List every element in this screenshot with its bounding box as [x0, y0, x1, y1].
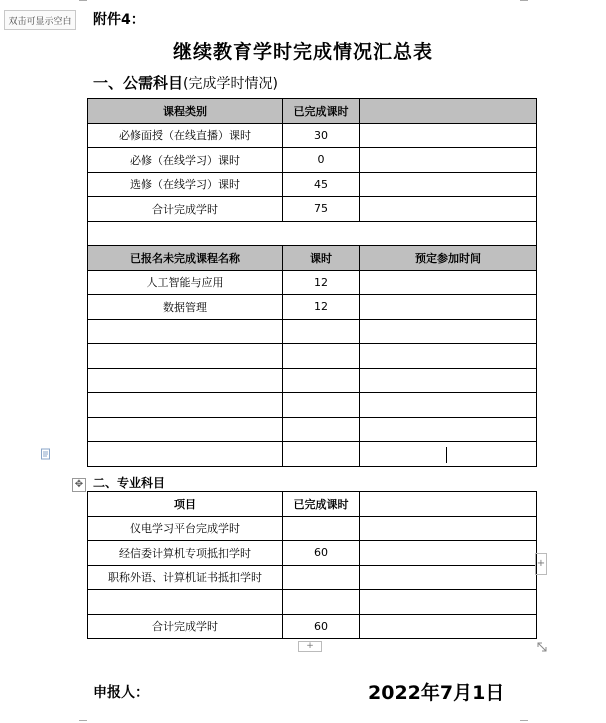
table-cell[interactable] — [360, 614, 537, 639]
table-row — [88, 344, 537, 369]
section1-heading-text: 一、公需科目 — [93, 74, 184, 92]
table-cell[interactable] — [283, 442, 360, 467]
table-cell[interactable]: 仪电学习平台完成学时 — [88, 516, 283, 541]
table-cell[interactable] — [283, 417, 360, 442]
table-cell[interactable]: 选修（在线学习）课时 — [88, 172, 283, 197]
table-cell[interactable] — [283, 516, 360, 541]
table-cell[interactable] — [360, 368, 537, 393]
applicant-label: 申报人： — [93, 685, 149, 701]
table-cell[interactable] — [360, 319, 537, 344]
table-row — [88, 295, 537, 320]
table-header-cell[interactable]: 已报名未完成课程名称 — [88, 246, 283, 271]
table-row — [88, 393, 537, 418]
table-header-row — [88, 492, 537, 517]
table-row — [88, 516, 537, 541]
table-cell[interactable] — [88, 442, 283, 467]
table-cell[interactable]: 经信委计算机专项抵扣学时 — [88, 541, 283, 566]
table-cell[interactable]: 60 — [283, 614, 360, 639]
page-corner-mark — [79, 0, 87, 1]
table-header-row — [88, 99, 537, 124]
table-cell[interactable] — [360, 148, 537, 173]
table-cell[interactable] — [283, 319, 360, 344]
table-row — [88, 270, 537, 295]
section1-heading — [93, 72, 278, 93]
add-row-button[interactable]: + — [298, 641, 322, 652]
table-header-cell[interactable]: 已完成课时 — [283, 99, 360, 124]
table-cell[interactable] — [88, 344, 283, 369]
table-cell[interactable] — [360, 197, 537, 222]
table-cell[interactable] — [360, 270, 537, 295]
table-resize-icon[interactable] — [536, 641, 548, 653]
table-cell[interactable] — [360, 590, 537, 615]
table-header-cell[interactable]: 课程类别 — [88, 99, 283, 124]
table-cell[interactable] — [88, 417, 283, 442]
table-cell[interactable]: 12 — [283, 270, 360, 295]
table-cell[interactable] — [88, 590, 283, 615]
signature-date: 2022年7月1日 — [368, 682, 505, 704]
table-spacer-row — [88, 221, 537, 246]
table-cell[interactable]: 合计完成学时 — [88, 614, 283, 639]
table-row — [88, 197, 537, 222]
table-cell[interactable]: 人工智能与应用 — [88, 270, 283, 295]
table-cell[interactable] — [360, 417, 537, 442]
table-cell[interactable] — [360, 344, 537, 369]
section2-heading: 二、专业科目 — [93, 476, 166, 490]
table-cell[interactable]: 30 — [283, 123, 360, 148]
table-row — [88, 319, 537, 344]
table-cell[interactable]: 数据管理 — [88, 295, 283, 320]
table-row — [88, 148, 537, 173]
table-row — [88, 442, 537, 467]
table-cell[interactable] — [360, 172, 537, 197]
table-row — [88, 541, 537, 566]
table-cell[interactable] — [283, 590, 360, 615]
professional-courses-table — [87, 491, 537, 639]
table-cell[interactable] — [88, 393, 283, 418]
table-cell[interactable] — [360, 123, 537, 148]
table-row — [88, 614, 537, 639]
text-cursor — [446, 447, 447, 463]
table-cell[interactable]: 45 — [283, 172, 360, 197]
table-cell[interactable] — [88, 319, 283, 344]
document-title: 继续教育学时完成情况汇总表 — [172, 41, 433, 63]
table-cell[interactable] — [360, 393, 537, 418]
public-courses-table — [87, 98, 537, 467]
page-corner-mark — [520, 0, 528, 1]
show-whitespace-button[interactable]: 双击可显示空白 — [4, 10, 76, 30]
page-corner-mark — [79, 720, 87, 721]
table-cell[interactable] — [283, 368, 360, 393]
page-corner-mark — [520, 720, 528, 721]
table-cell[interactable] — [283, 565, 360, 590]
table-header-cell[interactable]: 预定参加时间 — [360, 246, 537, 271]
table-cell[interactable]: 12 — [283, 295, 360, 320]
attachment-label: 附件4： — [93, 12, 145, 28]
table-cell[interactable] — [360, 516, 537, 541]
table-row — [88, 123, 537, 148]
table-cell[interactable] — [360, 541, 537, 566]
table-cell[interactable]: 必修（在线学习）课时 — [88, 148, 283, 173]
table-cell[interactable]: 60 — [283, 541, 360, 566]
table-cell[interactable]: 必修面授（在线直播）课时 — [88, 123, 283, 148]
table-cell[interactable]: 合计完成学时 — [88, 197, 283, 222]
table-move-handle-icon[interactable]: ✥ — [72, 478, 86, 492]
paragraph-layout-icon[interactable] — [40, 448, 52, 460]
add-column-button[interactable]: + — [535, 553, 547, 575]
table-header-cell[interactable]: 课时 — [283, 246, 360, 271]
table-cell[interactable] — [283, 344, 360, 369]
table-row — [88, 368, 537, 393]
table-header-cell[interactable]: 已完成课时 — [283, 492, 360, 517]
table-cell[interactable] — [360, 295, 537, 320]
table-header-cell[interactable]: 项目 — [88, 492, 283, 517]
table-cell[interactable] — [283, 393, 360, 418]
table-spacer-cell[interactable] — [88, 221, 537, 246]
table-cell[interactable] — [360, 565, 537, 590]
table-cell[interactable] — [360, 442, 537, 467]
table-header-row — [88, 246, 537, 271]
table-row — [88, 590, 537, 615]
table-header-cell[interactable] — [360, 99, 537, 124]
table-cell[interactable] — [88, 368, 283, 393]
table-row — [88, 417, 537, 442]
table-cell[interactable]: 0 — [283, 148, 360, 173]
section1-heading-note: (完成学时情况) — [183, 76, 278, 92]
table-cell[interactable]: 75 — [283, 197, 360, 222]
table-row — [88, 172, 537, 197]
table-cell[interactable]: 职称外语、计算机证书抵扣学时 — [88, 565, 283, 590]
table-header-cell[interactable] — [360, 492, 537, 517]
table-row — [88, 565, 537, 590]
